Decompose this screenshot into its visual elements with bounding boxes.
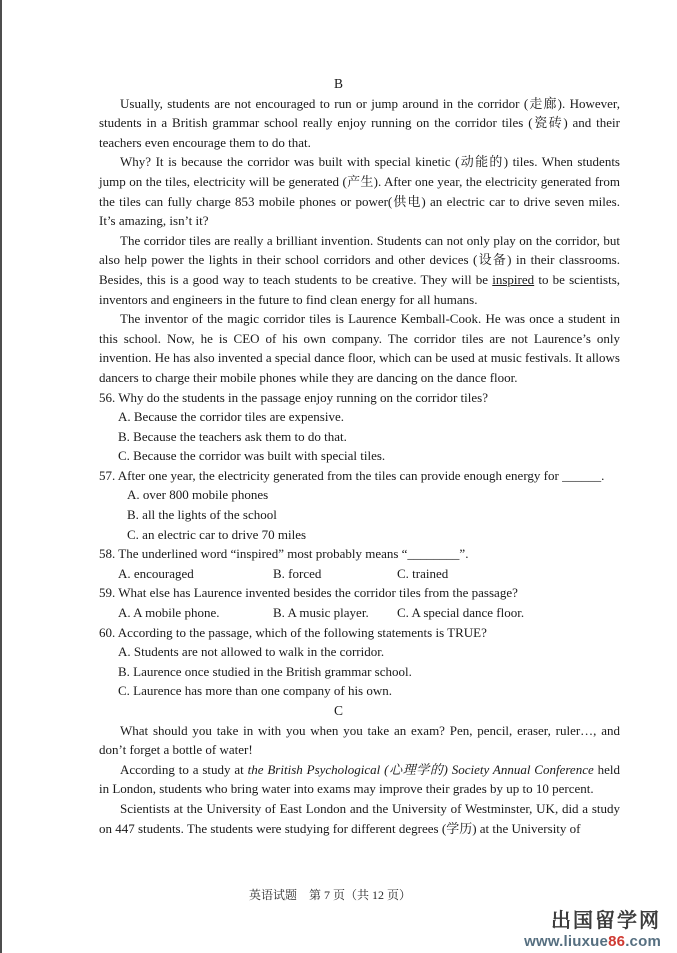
paragraph-text: Scientists at the University of East London and the University of Westminster, UK, did a study on 447 students. The students were studying for different degrees (学历) at the University of bbox=[99, 800, 620, 836]
watermark-url-emphasis: 86 bbox=[608, 933, 626, 951]
paragraph-text: What should you take in with you when you take an exam? Pen, pencil, eraser, ruler…, and don’t forget a bottle of water! bbox=[99, 722, 620, 758]
passage-b-paragraph-2 bbox=[99, 152, 620, 230]
passage-b-paragraph-1 bbox=[99, 94, 620, 153]
question-60-option-a: A. Students are not allowed to walk in the corridor. bbox=[118, 644, 385, 660]
question-60 bbox=[99, 623, 620, 701]
question-57 bbox=[99, 466, 620, 544]
question-57-option-b: B. all the lights of the school bbox=[127, 507, 277, 523]
watermark-site-name: 出国留学网 bbox=[551, 910, 661, 933]
page-footer: 英语试题 第 7 页（共 12 页） bbox=[248, 888, 411, 902]
question-57-option-a: A. over 800 mobile phones bbox=[127, 487, 269, 503]
question-58 bbox=[99, 544, 620, 583]
question-57-option-c: C. an electric car to drive 70 miles bbox=[127, 526, 307, 542]
italic-conference-name: the British Psychological (心理学的) Society Annual Conference bbox=[247, 761, 594, 777]
underlined-word: inspired bbox=[492, 271, 535, 287]
paragraph-text: to be scientists, inventors and engineers in the future to find clean energy for all humans. bbox=[99, 271, 621, 307]
question-60-option-b: B. Laurence once studied in the British grammar school. bbox=[118, 663, 412, 679]
question-56-stem: 56. Why do the students in the passage enjoy running on the corridor tiles? bbox=[99, 389, 488, 405]
paragraph-text: Why? It is because the corridor was built with special kinetic (动能的) tiles. When students jump on the tiles, electricity will be generated (产生). After one year, the electricity generated from the tiles can fully charge 853 mobile phones or power(供电) an electric car to drive seven miles. It’s amazing, isn’t it? bbox=[99, 154, 620, 229]
question-60-stem: 60. According to the passage, which of the following statements is TRUE? bbox=[99, 624, 487, 640]
question-59 bbox=[99, 583, 620, 622]
question-59-options bbox=[99, 603, 620, 623]
passage-c-paragraph-1 bbox=[99, 721, 620, 760]
paragraph-text: According to a study at bbox=[120, 761, 248, 777]
question-56-option-c: C. Because the corridor was built with special tiles. bbox=[118, 448, 386, 464]
passage-c-paragraph-3 bbox=[99, 799, 620, 838]
passage-b-paragraph-4 bbox=[99, 309, 620, 387]
paragraph-text: Usually, students are not encouraged to run or jump around in the corridor (走廊). However, students in a British grammar school really enjoy running on the corridor tiles (瓷砖) and their teachers even encourage them to do that. bbox=[99, 95, 620, 150]
question-59-option-c: C. A special dance floor. bbox=[397, 605, 525, 621]
question-59-stem: 59. What else has Laurence invented besides the corridor tiles from the passage? bbox=[99, 585, 518, 601]
question-59-option-b: B. A music player. bbox=[273, 605, 369, 621]
scan-edge-line bbox=[0, 0, 2, 953]
page-content bbox=[99, 74, 620, 838]
question-58-options bbox=[99, 564, 620, 584]
question-60-option-c: C. Laurence has more than one company of his own. bbox=[118, 683, 393, 699]
question-56 bbox=[99, 388, 620, 466]
question-56-option-a: A. Because the corridor tiles are expensive. bbox=[118, 409, 344, 425]
question-58-option-c: C. trained bbox=[397, 565, 449, 581]
question-58-stem: 58. The underlined word “inspired” most probably means “________”. bbox=[99, 546, 469, 562]
section-b-heading: B bbox=[333, 76, 343, 91]
question-58-option-a: A. encouraged bbox=[118, 565, 194, 581]
passage-b-paragraph-3 bbox=[99, 231, 620, 309]
paragraph-text: held in London, students who bring water into exams may improve their grades by up to 10 percent. bbox=[99, 761, 620, 797]
question-58-option-b: B. forced bbox=[273, 565, 322, 581]
watermark bbox=[524, 911, 661, 950]
question-56-option-b: B. Because the teachers ask them to do that. bbox=[118, 428, 347, 444]
watermark-url-prefix: www.liuxue bbox=[524, 933, 609, 951]
paragraph-text: The inventor of the magic corridor tiles is Laurence Kemball-Cook. He was once a student in this school. Now, he is CEO of his own company. The corridor tiles are not Laurence’s only invention. He has also invented a special dance floor, which can be used at music festivals. It allows dancers to charge their mobile phones while they are dancing on the dance floor. bbox=[99, 311, 620, 385]
paragraph-text: The corridor tiles are really a brilliant invention. Students can not only play on the corridor, but also help power the lights in their school corridors and other devices (设备) in their classrooms. Besides, this is a good way to teach students to be creative. They will be bbox=[99, 232, 620, 287]
watermark-site-url bbox=[524, 934, 661, 950]
question-57-stem: 57. After one year, the electricity generated from the tiles can provide enough energy for ______. bbox=[99, 467, 605, 483]
section-c-heading: C bbox=[333, 703, 343, 718]
passage-c-paragraph-2 bbox=[99, 760, 620, 799]
question-59-option-a: A. A mobile phone. bbox=[118, 605, 220, 621]
watermark-url-suffix: .com bbox=[625, 933, 661, 951]
